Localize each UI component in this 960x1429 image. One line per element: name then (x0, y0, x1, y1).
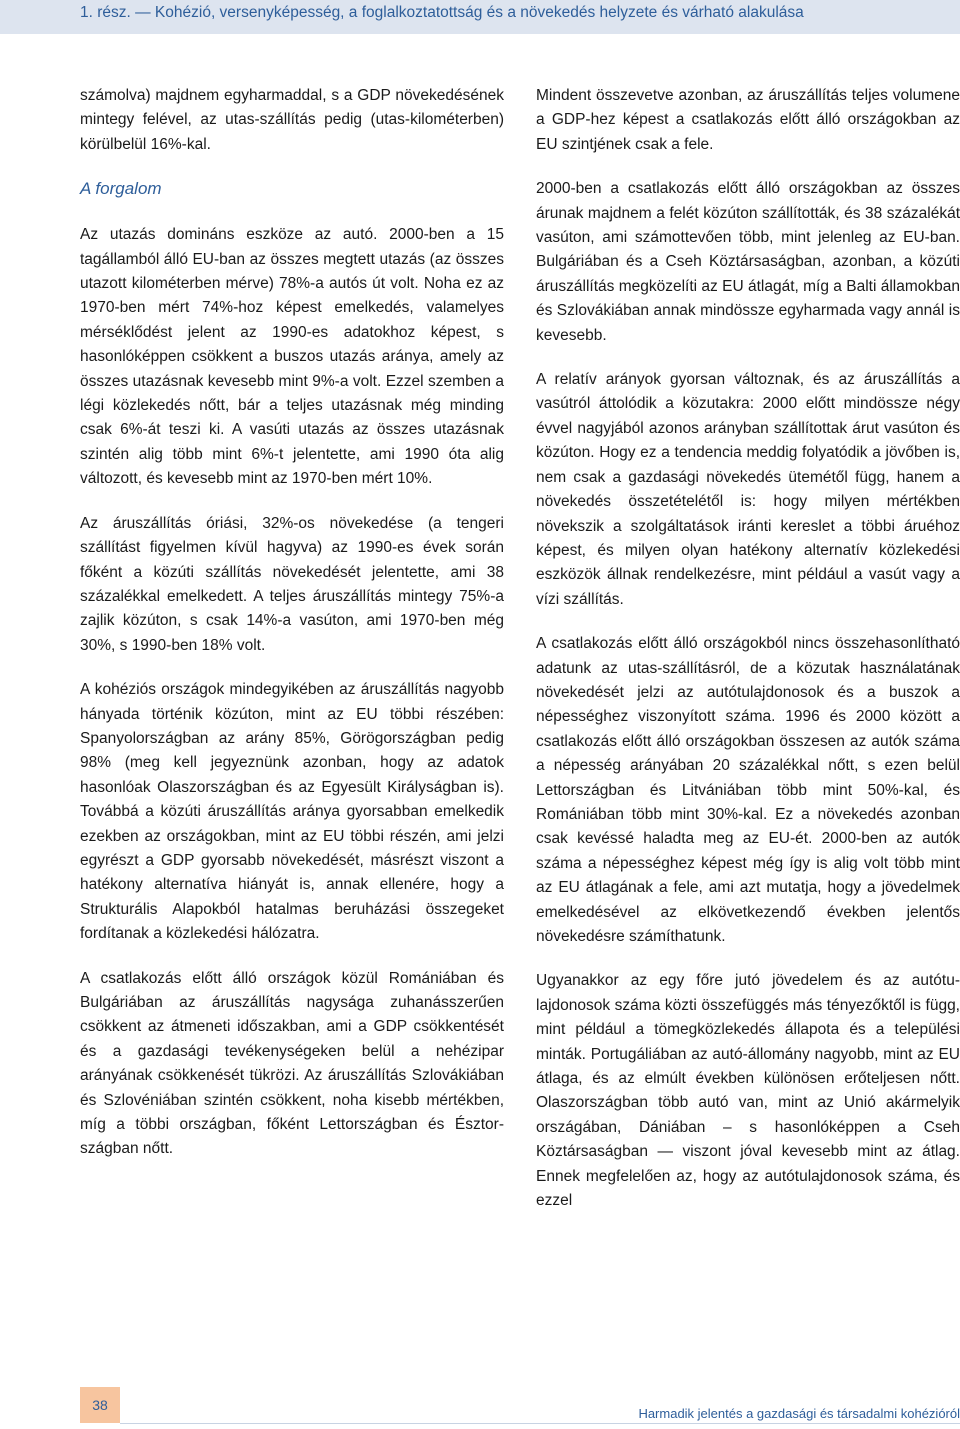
footer-divider (120, 1423, 960, 1424)
left-paragraph-4: A kohéziós országok mindegyikében az áruszállítás nagyobb hányada történik közúton, mint az EU többi részében: Spanyolországban az arány 85%, Görögországban pedig 98% (meg kell jegyeznünk azonban, hogy az adatok hasonlóak Olaszországban és az Egyesült Királyságban is). Továbbá a közúti áruszállítás aránya gyorsabban emelkedik ezekben az országokban, mint az EU többi részén, ami jelzi egyrészt a GDP gyorsabb növekedését, másrészt viszont a hatékony alternatíva hiányát is, annak ellenére, hogy a Strukturális Alapokból hatalmas beruházási összegeket fordítanak a közlekedési hálózatra. (80, 681, 504, 943)
left-paragraph-5: A csatlakozás előtt álló országok közül Romániában és Bulgáriában az áruszállítás nagysága zuhanásszerűen csökkent az átmeneti időszakban, ami a GDP csökkentését és a gazdasági tevékenységeken belül a nehézipar arányának csökkenését tükrözi. Az áruszállítás Szlovákiában és Szlovéniában szintén csökkent, noha kisebb mértékben, míg a többi országban, főként Lettországban és Észtországban nőtt. (80, 969, 504, 1158)
left-paragraph-3: Az áruszállítás óriási, 32%-os növekedése (a tengeri szállítást figyelmen kívül hagyva) az 1990-es évek során főként a közúti szállítás növekedését jelentette, ami 38 százalékkal emelkedett. A teljes áruszállítás mintegy 75%-a zajlik közúton, s csak 14%-a vasúton, ami 1970-ben még 30%, s 1990-ben 18% volt. (80, 514, 504, 654)
running-header: 1. rész. — Kohézió, versenyképesség, a foglalkoztatottság és a növekedés helyzete és várható alakulása (0, 0, 960, 34)
left-column (80, 84, 504, 1182)
right-column (536, 84, 960, 1233)
footer-publication-title: Harmadik jelentés a gazdasági és társadalmi kohézióról (638, 1406, 960, 1421)
right-paragraph-4: A csatlakozás előtt álló országokból nincs összehasonlítható adatunk az utas-szállításról, de a közutak használatának növekedését jelzi az autótulajdonosok és a buszok a népességhez viszonyított száma. 1996 és 2000 között a csatlakozás előtt álló országokban összesen az autók száma a népesség arányában 20 százalékkal nőtt, s ezen belül Lettországban és Litvániában több mint 50%-kal, és Romániában több mint 30%-kal. Ez a növekedés azonban csak kevéssé haladta meg az EU-ét. 2000-ben az autók száma a népességhez képest még így is alig volt több mint az EU átlagának a fele, ami azt mutatja, hogy a jövedelmek emelkedésével az elkövetkezendő években jelentős növekedésre számíthatunk. (536, 635, 960, 945)
left-paragraph-1: számolva) majdnem egyharmaddal, s a GDP növekedésének mintegy felével, az utas-szállítás pedig (utas-kilométerben) körülbelül 16%-kal. (80, 87, 504, 153)
page-number: 38 (80, 1387, 120, 1423)
right-paragraph-1: Mindent összevetve azonban, az áruszállítás teljes volumene a GDP-hez képest a csatlakozás előtt álló országokban az EU szintjének csak a fele. (536, 87, 960, 153)
right-paragraph-3: A relatív arányok gyorsan változnak, és az áruszállítás a vasútról áttolódik a közutakra: 2000 előtt mindössze négy évvel nagyjából azonos arányban szállítottak árut vasúton és közúton. Hogy ez a tendencia meddig folyatódik a jövőben is, nem csak a gazdasági növekedés ütemétől függ, hanem a növekedés összetételétől is: hogy milyen mértékben növekszik a szolgáltatások iránti kereslet a többi áruéhoz képest, és milyen olyan hatékony alternatív közlekedési eszközök állnak rendelkezésre, mint például a vasút vagy a vízi szállítás. (536, 371, 960, 608)
section-heading: A forgalom (80, 179, 162, 199)
right-paragraph-5: Ugyanakkor az egy főre jutó jövedelem és az autótulajdonosok száma közti összefüggés más tényezőktől is függ, mint például a tömegközlekedés állapota és a települési minták. Portugáliában az autó-állomány nagyobb, mint az EU átlaga, és az elmúlt években különösen erőteljesen nőtt. Olaszországban több autó van, mint az Unió akármelyik országában, Dániában – s hasonlóképpen a Cseh Köztársaságban — viszont jóval kevesebb mint az átlag. Ennek megfelelően az, hogy az autótulajdonosok száma, és ezzel (536, 972, 960, 1210)
left-paragraph-2: Az utazás domináns eszköze az autó. 2000-ben a 15 tagállamból álló EU-ban az összes megtett utazás (az összes utazott kilométerben mérve) 78%-a autós út volt. Noha ez az 1970-ben mért 74%-hoz képest emelkedés, valamelyes mérséklődést jelent az 1990-es adatokhoz képest, s hasonlóképpen csökkent a buszos utazás aránya, amely az összes utazásnak kevesebb mint 9%-a volt. Ezzel szemben a légi közlekedés nőtt, bár a teljes utazásnak még minding csak 6%-át teszi ki. A vasúti utazás az összes utazásnak szintén alig több mint 6%-t jelentette, ami 1990 óta alig változott, és kevesebb mint az 1970-ben mért 10%. (80, 226, 504, 488)
right-paragraph-2: 2000-ben a csatlakozás előtt álló országokban az összes árunak majdnem a felét közúton szállították, és 38 százalékát vasúton, ami számottevően több, mint jelenleg az EU-ban. Bulgáriában és a Cseh Köztársaságban, azonban, a közúti áruszállítás megközelíti az EU átlagát, míg a Balti államokban és Szlovákiában annak mindössze egyharmada vagy annál is kevesebb. (536, 180, 960, 344)
